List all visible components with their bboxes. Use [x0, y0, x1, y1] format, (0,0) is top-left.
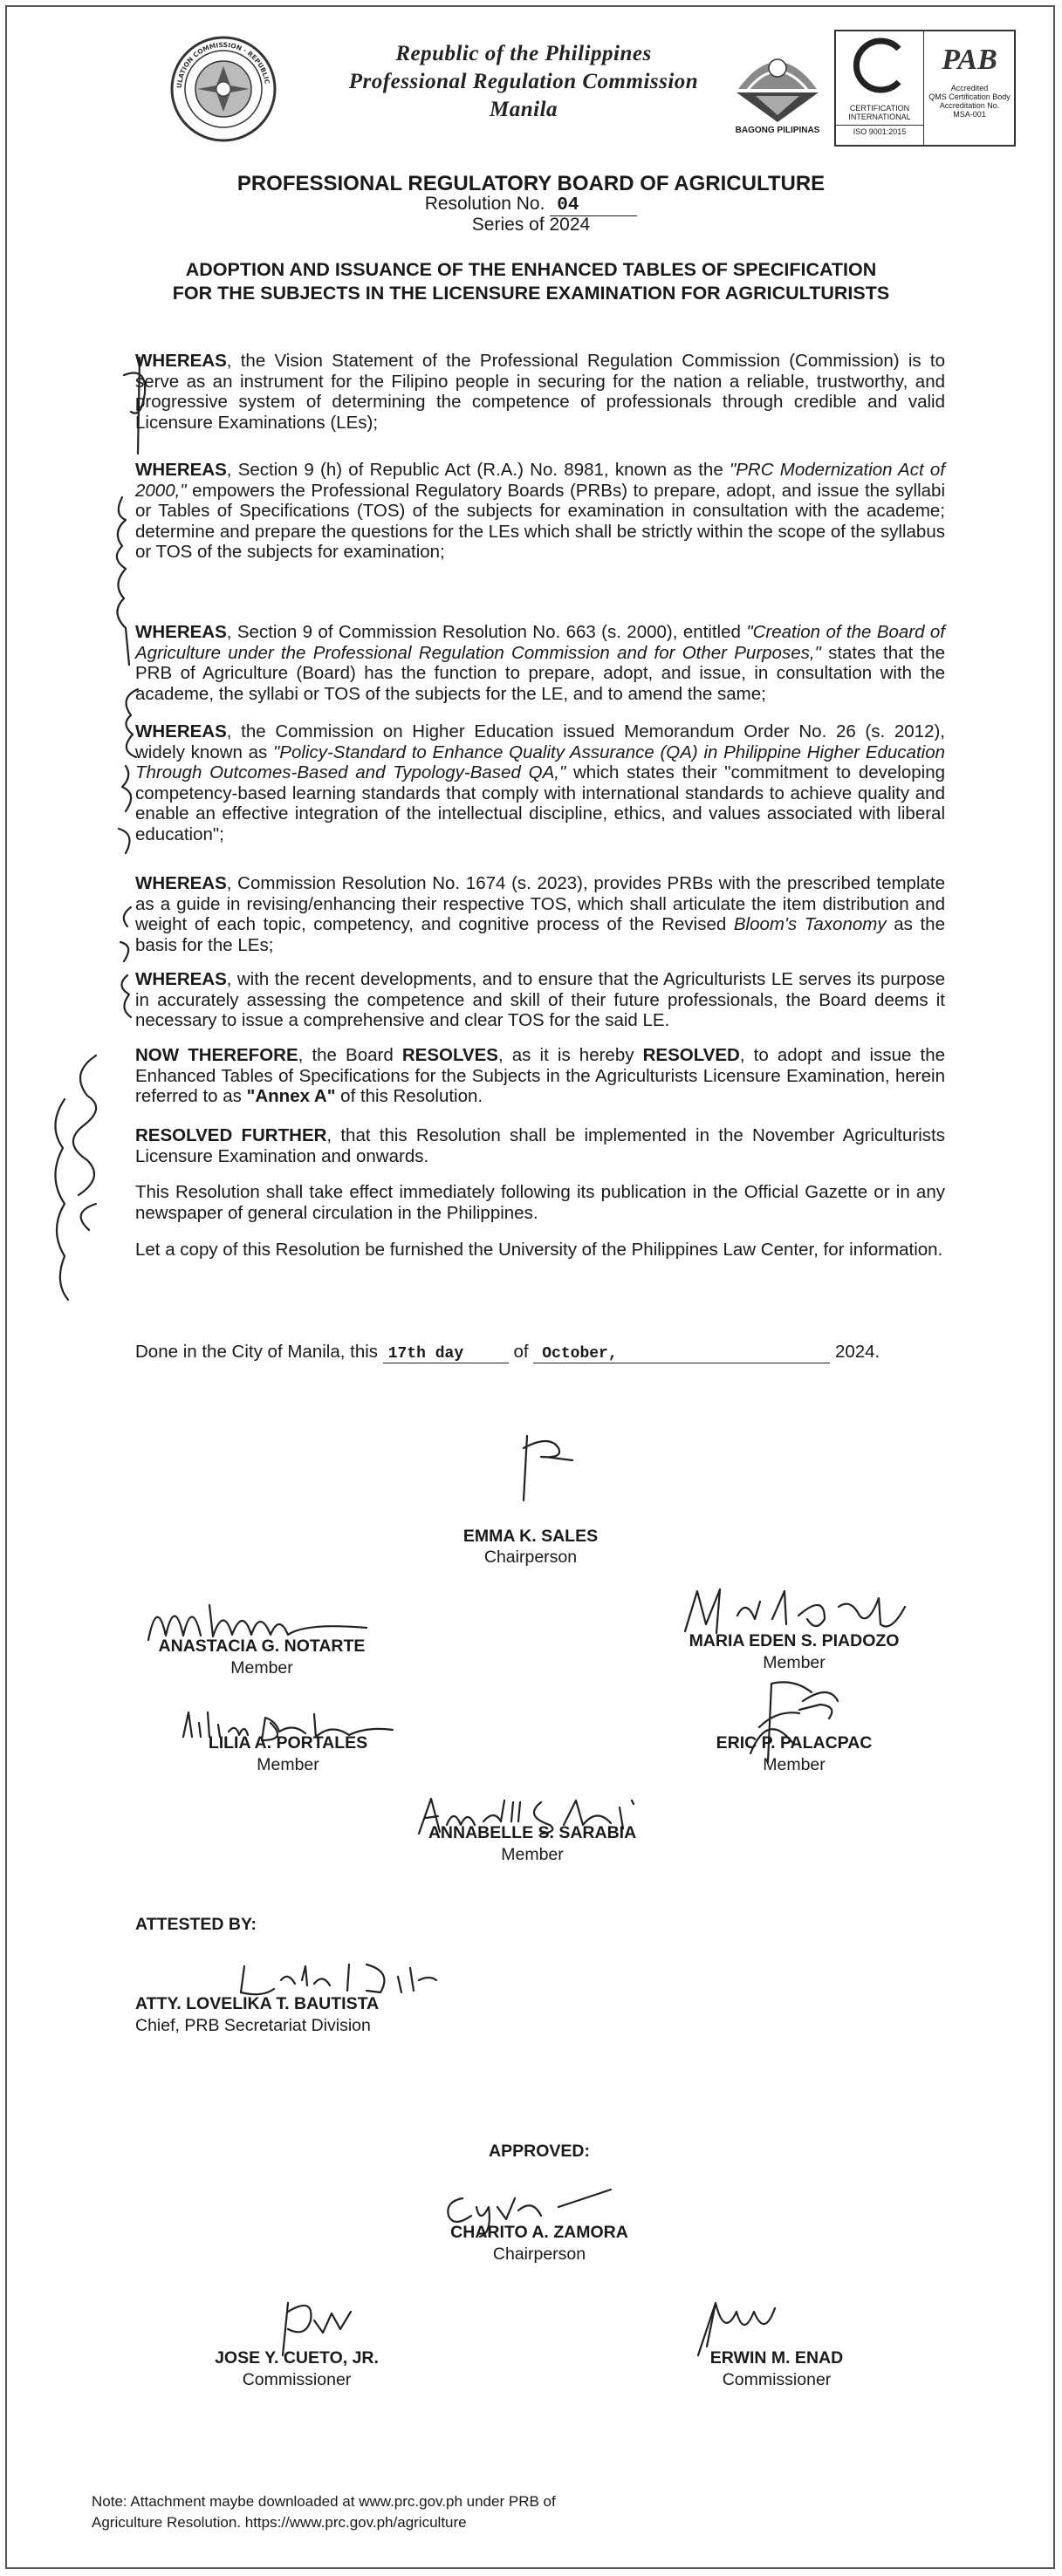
header-republic: Republic of the Philippines — [395, 42, 652, 65]
pab-text-4: MSA-001 — [953, 110, 986, 119]
notarte-name: ANASTACIA G. NOTARTE — [158, 1636, 366, 1656]
cueto-role: Commissioner — [242, 2370, 352, 2389]
sarabia-name: ANNABELLE S. SARABIA — [428, 1823, 637, 1842]
paragraph-whereas-4: WHEREAS, the Commission on Higher Education issued Memorandum Order No. 26 (s. 2012), widely known as "Policy-Standard to Enhance Quality Assurance (QA) in Philippine Higher Education Through Outcomes-Based and Typology-Based QA," which states their "commitment to developing competency-based learning standards that comply with international standards to achieve quality and enable an effective integration of the intellectual discipline, ethics, and values associated with liberal education"; — [135, 721, 946, 844]
iso-certification-badge — [836, 31, 924, 145]
bautista-role: Chief, PRB Secretariat Division — [135, 2016, 371, 2035]
paragraph-whereas-2: WHEREAS, Section 9 (h) of Republic Act (R.A.) No. 8981, known as the "PRC Modernization Act of 2000," empowers the Professional Regulatory Boards (PRBs) to prepare, adopt, and issue the syllabi or Tables of Specifications (TOS) of the subjects for examination in consultation with the academe; determine and prepare the questions for the LEs which shall be strictly within the scope of the syllabus or TOS of the subjects for examination; — [135, 460, 945, 563]
paragraph-whereas-1: WHEREAS, the Vision Statement of the Professional Regulation Commission (Commission) is to serve as an instrument for the Filipino people in securing for the nation a reliable, trustworthy, and progressive system of determining the competence of professionals through credible and valid Licensure Examinations (LEs); — [135, 351, 945, 433]
done-day: 17th day — [383, 1345, 509, 1363]
attachment-note — [92, 2491, 702, 2533]
paragraph-whereas-5: WHEREAS, Commission Resolution No. 1674 (s. 2023), provides PRBs with the prescribed template as a guide in revising/enhancing their respective TOS, which shall articulate the item distribution and weight of each topic, competency, and cognitive process of the Revised Bloom's Taxonomy as the basis for the LEs; — [135, 873, 945, 955]
portales-name: LILIA A. PORTALES — [208, 1733, 368, 1753]
cert-label-2: INTERNATIONAL — [848, 113, 911, 121]
approved-label: APPROVED: — [489, 2142, 590, 2161]
cert-label-1: CERTIFICATION — [849, 104, 910, 113]
paragraph-whereas-6: WHEREAS, with the recent developments, and to ensure that the Agriculturists LE serves its purpose in accurately assessing the competence and skill of their future professionals, the Board deems it necessary to issue a comprehensive and clear TOS for the said LE. — [135, 969, 945, 1031]
pab-logo: PAB — [942, 44, 997, 76]
zamora-name: CHARITO A. ZAMORA — [450, 2223, 628, 2242]
paragraph-whereas-3: WHEREAS, Section 9 of Commission Resolution No. 663 (s. 2000), entitled "Creation of the Board of Agriculture under the Professional Regulation Commission and for Other Purposes," states that the PRB of Agriculture (Board) has the function to prepare, adopt, and issue, in consultation with the academe, the syllabi or TOS of the subjects for the LE, and to amend the same; — [135, 622, 945, 704]
cueto-name: JOSE Y. CUETO, JR. — [215, 2348, 379, 2368]
bagong-pilipinas-label: BAGONG PILIPINAS — [735, 126, 820, 135]
piadozo-name: MARIA EDEN S. PIADOZO — [689, 1631, 900, 1650]
attested-label: ATTESTED BY: — [135, 1915, 257, 1934]
notarte-role: Member — [230, 1658, 293, 1677]
sarabia-role: Member — [501, 1845, 564, 1864]
done-in-line: Done in the City of Manila, this 17th day of October, 2024. — [135, 1342, 880, 1363]
chair-signature — [489, 1431, 593, 1509]
whereas-lead: WHEREAS — [135, 351, 227, 371]
chair-name: EMMA K. SALES — [462, 1527, 599, 1546]
zamora-role: Chairperson — [492, 2245, 586, 2264]
resolution-series: Series of 2024 — [471, 215, 591, 235]
paragraph-now-therefore: NOW THEREFORE, the Board RESOLVES, as it is hereby RESOLVED, to adopt and issue the Enhanced Tables of Specifications for the Subjects in the Agriculturists Licensure Examination, herein referred to as "Annex A" of this Resolution. — [135, 1045, 946, 1107]
paragraph-copy-furnished: Let a copy of this Resolution be furnished the University of the Philippines Law Center, for information. — [135, 1240, 943, 1260]
header-city: Manila — [489, 98, 558, 121]
chair-role: Chairperson — [483, 1548, 578, 1567]
note-line-1: Note: Attachment maybe downloaded at www.prc.gov.ph under PRB of — [92, 2493, 556, 2510]
document-title-line-2: FOR THE SUBJECTS IN THE LICENSURE EXAMINATION FOR AGRICULTURISTS — [172, 283, 890, 304]
resolution-number-line — [0, 194, 1062, 216]
certification-badges — [834, 30, 1016, 147]
document-title-line-1: ADOPTION AND ISSUANCE OF THE ENHANCED TABLES OF SPECIFICATION — [185, 259, 877, 280]
prc-seal-logo — [169, 35, 277, 143]
pab-text-1: Accredited — [950, 84, 989, 92]
resolution-label: Resolution No. — [424, 194, 545, 214]
enad-name: ERWIN M. ENAD — [709, 2348, 844, 2368]
pab-text-2: QMS Certification Body — [928, 92, 1011, 101]
enad-role: Commissioner — [722, 2370, 832, 2389]
paragraph-resolved-further: RESOLVED FURTHER, that this Resolution shall be implemented in the November Agriculturists Licensure Examination and onwards. — [135, 1125, 945, 1166]
bautista-name: ATTY. LOVELIKA T. BAUTISTA — [135, 1994, 380, 2013]
resolution-number: 04 — [550, 195, 637, 216]
portales-role: Member — [257, 1755, 319, 1774]
header-commission: Professional Regulation Commission — [348, 70, 699, 93]
palacpac-role: Member — [763, 1755, 826, 1774]
seal-text: ULATION COMMISSION · REPUBLIC — [175, 40, 271, 89]
board-name: PROFESSIONAL REGULATORY BOARD OF AGRICULTURE — [236, 172, 826, 195]
done-month: October, — [533, 1345, 830, 1363]
bagong-pilipinas-logo — [730, 35, 826, 140]
note-line-2: Agriculture Resolution. https://www.prc.gov.ph/agriculture — [92, 2514, 467, 2531]
pab-accreditation-badge — [925, 31, 1014, 145]
palacpac-name: ERIC P. PALACPAC — [716, 1733, 873, 1753]
certification-ring-icon — [838, 31, 922, 99]
paragraph-effectivity: This Resolution shall take effect immediately following its publication in the Official Gazette or in any newspaper of general circulation in the Philippines. — [135, 1182, 945, 1223]
pab-text-3: Accreditation No. — [939, 101, 1000, 110]
cert-iso-standard: ISO 9001:2015 — [836, 125, 923, 136]
piadozo-role: Member — [763, 1653, 826, 1672]
